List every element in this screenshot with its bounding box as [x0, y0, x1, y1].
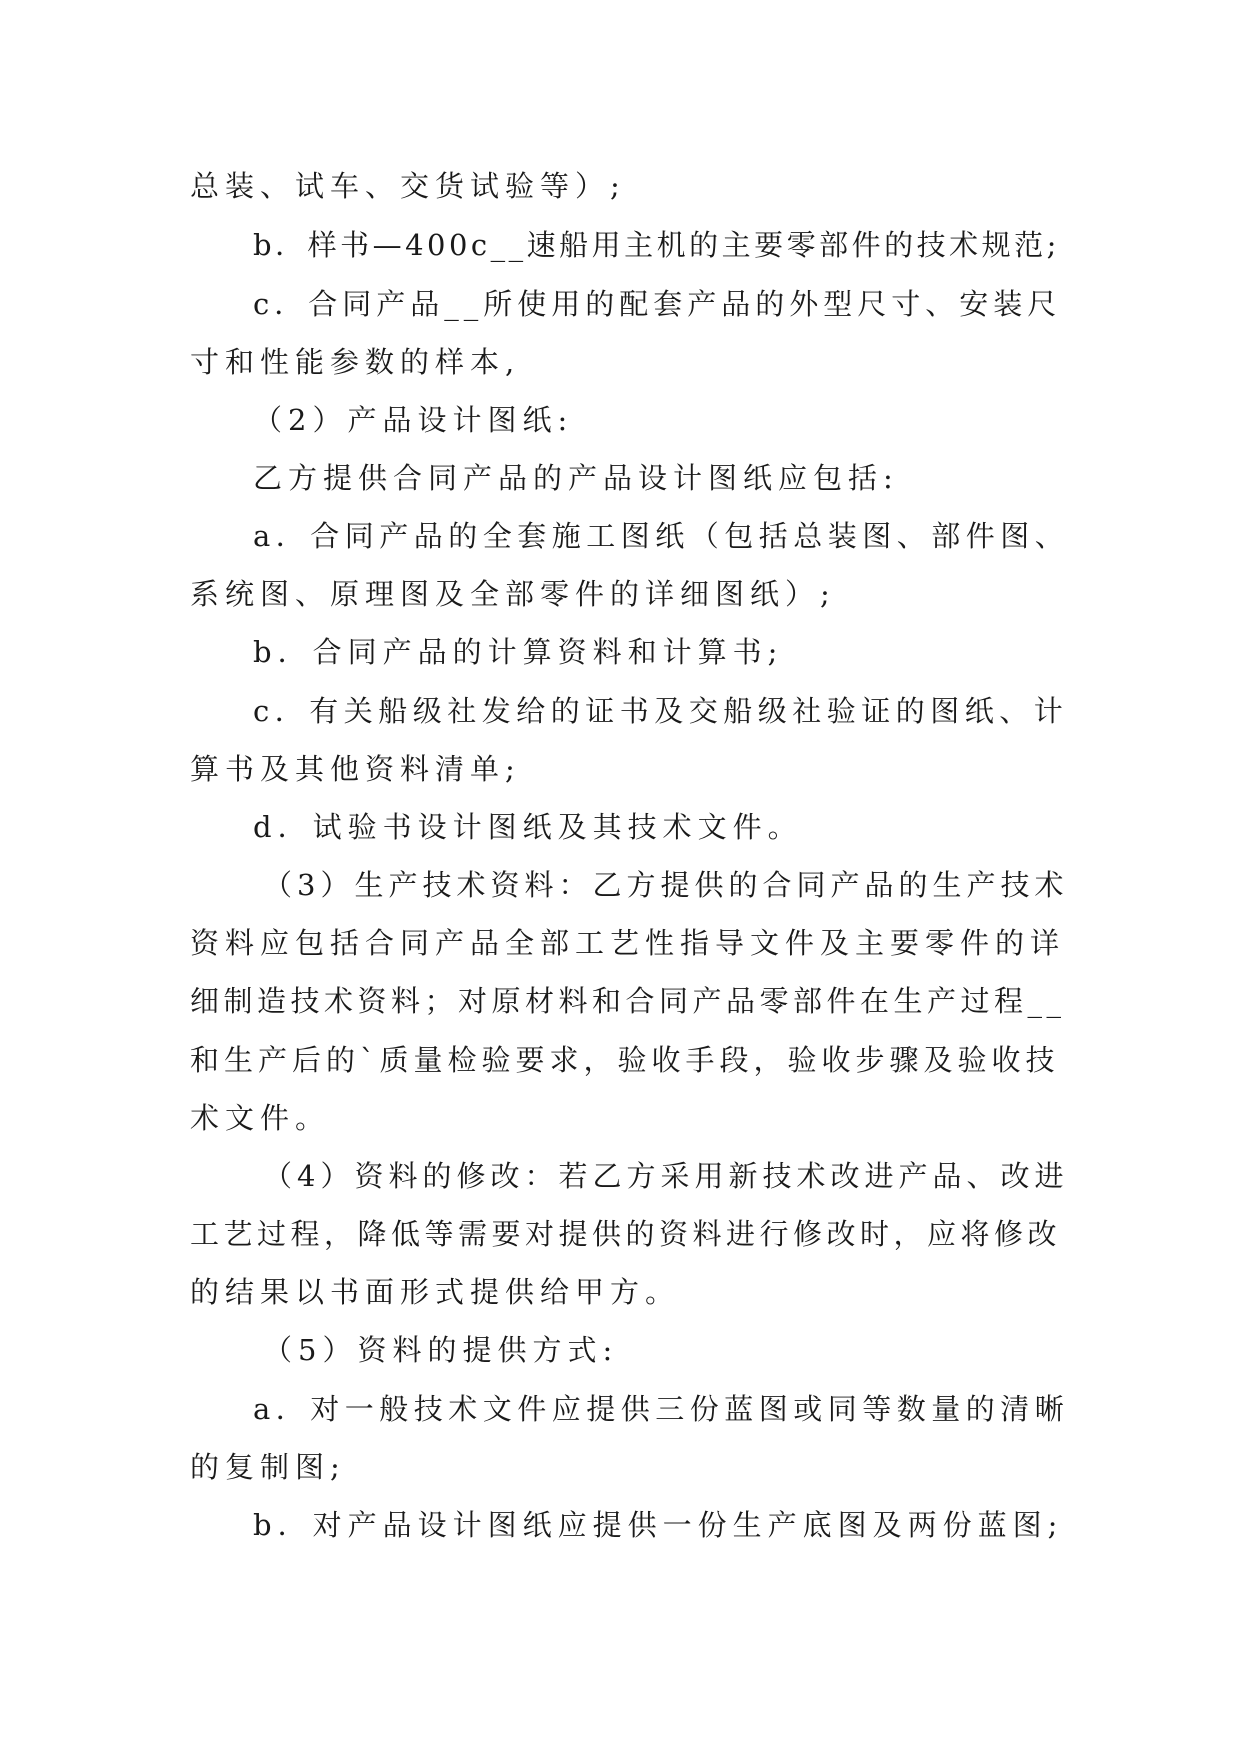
text-line-14: 资料应包括合同产品全部工艺性指导文件及主要零件的详: [190, 926, 1066, 960]
text-line-24: b．对产品设计图纸应提供一份生产底图及两份蓝图;: [253, 1508, 1064, 1542]
text-line-7: a．合同产品的全套施工图纸（包括总装图、部件图、: [253, 519, 1070, 553]
text-line-12: d．试验书设计图纸及其技术文件。: [253, 810, 803, 844]
text-line-21: （5）资料的提供方式:: [263, 1333, 619, 1367]
text-line-10: c．有关船级社发给的证书及交船级社验证的图纸、计: [253, 694, 1069, 728]
text-line-1: 总装、试车、交货试验等）;: [190, 169, 626, 203]
text-line-4: 寸和性能参数的样本,: [190, 345, 521, 379]
text-line-19: 工艺过程，降低等需要对提供的资料进行修改时，应将修改: [190, 1217, 1062, 1251]
text-line-18: （4）资料的修改：若乙方采用新技术改进产品、改进: [263, 1159, 1069, 1193]
text-line-13: （3）生产技术资料：乙方提供的合同产品的生产技术: [263, 868, 1069, 902]
text-line-20: 的结果以书面形式提供给甲方。: [190, 1275, 681, 1309]
text-line-8: 系统图、原理图及全部零件的详细图纸）;: [190, 577, 836, 611]
text-line-22: a．对一般技术文件应提供三份蓝图或同等数量的清晰: [253, 1392, 1070, 1426]
text-line-5: （2）产品设计图纸:: [253, 403, 574, 437]
text-line-15: 细制造技术资料；对原材料和合同产品零部件在生产过程__: [190, 984, 1066, 1018]
text-line-3: c．合同产品__所使用的配套产品的外型尺寸、安装尺: [253, 287, 1062, 321]
text-line-23: 的复制图;: [190, 1450, 346, 1484]
text-line-11: 算书及其他资料清单;: [190, 752, 521, 786]
text-line-2: b．样书—400c__速船用主机的主要零部件的技术规范;: [253, 228, 1060, 262]
text-line-6: 乙方提供合同产品的产品设计图纸应包括:: [253, 461, 899, 495]
text-line-16: 和生产后的`质量检验要求，验收手段，验收步骤及验收技: [190, 1043, 1060, 1077]
text-line-17: 术文件。: [190, 1101, 331, 1135]
text-line-9: b．合同产品的计算资料和计算书;: [253, 635, 784, 669]
